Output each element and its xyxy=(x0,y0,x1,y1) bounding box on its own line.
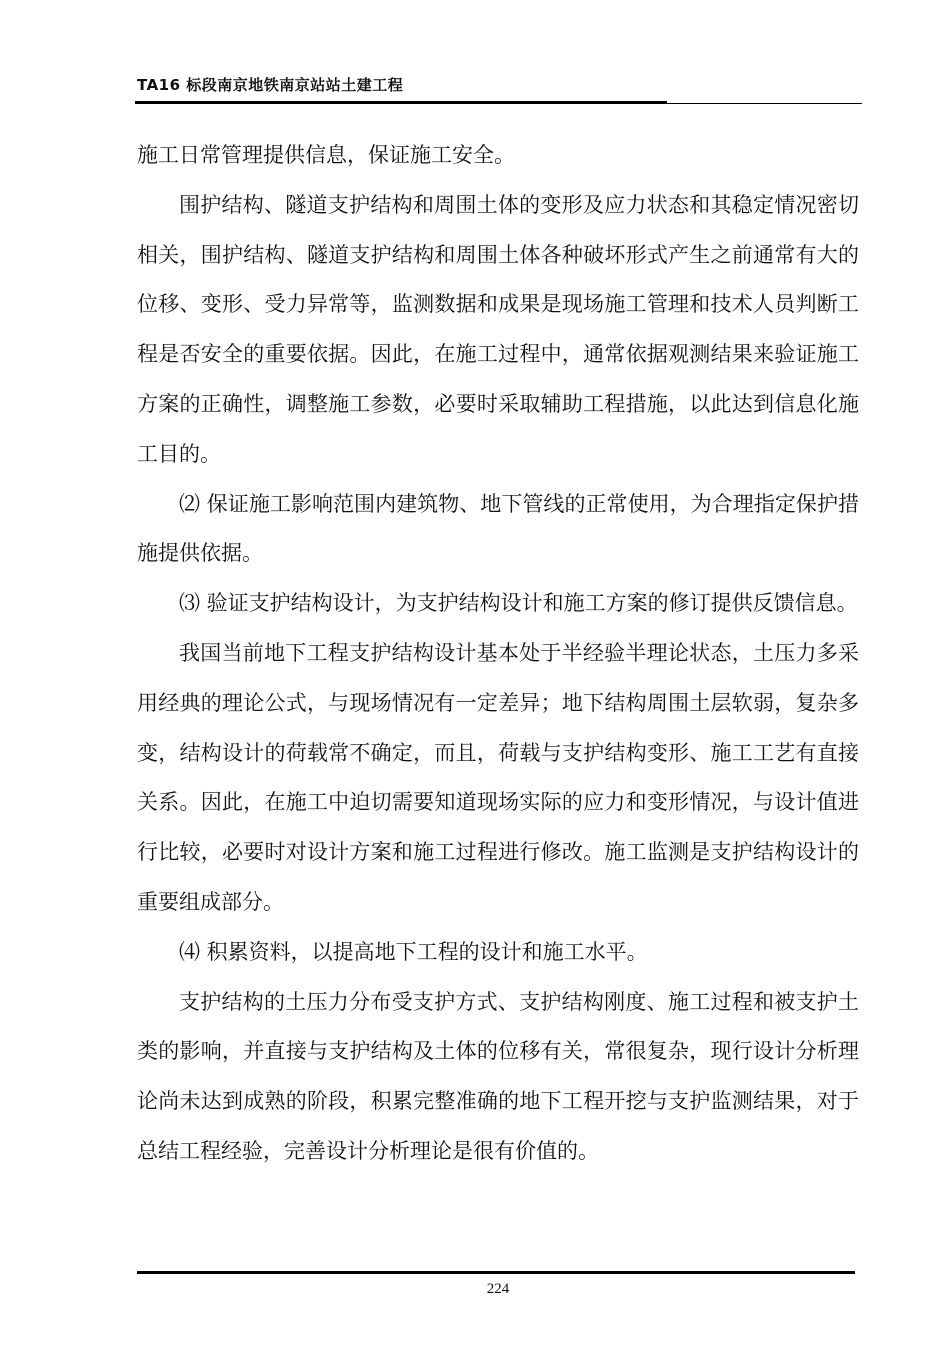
header-rule-extension xyxy=(667,103,862,104)
list-item: ⑶ 验证支护结构设计，为支护结构设计和施工方案的修订提供反馈信息。 xyxy=(179,591,858,616)
paragraph: 围护结构、隧道支护结构和周围土体的变形及应力状态和其稳定情况密切相关，围护结构、隧道支护结构和周围土体各种破坏形式产生之前通常有大的位移、变形、受力异常等，监测数据和成果是现场施工管理和技术人员判断工程是否安全的重要依据。因此，在施工过程中，通常依据观测结果来验证施工方案的正确性，调整施工参数，必要时采取辅助工程措施，以此达到信息化施工目的。 xyxy=(137,192,859,466)
list-item: ⑷ 积累资料，以提高地下工程的设计和施工水平。 xyxy=(179,939,648,964)
list-item: ⑵ 保证施工影响范围内建筑物、地下管线的正常使用，为合理指定保护措施提供依据。 xyxy=(137,491,859,566)
footer-rule xyxy=(137,1271,855,1274)
paragraph: 支护结构的土压力分布受支护方式、支护结构刚度、施工过程和被支护土类的影响，并直接与支护结构及土体的位移有关，常很复杂，现行设计分析理论尚未达到成熟的阶段，积累完整准确的地下工程开挖与支护监测结果，对于总结工程经验，完善设计分析理论是很有价值的。 xyxy=(137,989,859,1163)
header-rule xyxy=(135,101,667,104)
header-title: TA16 标段南京地铁南京站站土建工程 xyxy=(137,76,404,94)
body-text xyxy=(137,131,859,1177)
paragraph: 施工日常管理提供信息，保证施工安全。 xyxy=(137,143,515,167)
page-number: 224 xyxy=(486,1281,510,1297)
paragraph: 我国当前地下工程支护结构设计基本处于半经验半理论状态，土压力多采用经典的理论公式，与现场情况有一定差异；地下结构周围土层软弱，复杂多变，结构设计的荷载常不确定，而且，荷载与支护结构变形、施工工艺有直接关系。因此，在施工中迫切需要知道现场实际的应力和变形情况，与设计值进行比较，必要时对设计方案和施工过程进行修改。施工监测是支护结构设计的重要组成部分。 xyxy=(137,640,859,914)
